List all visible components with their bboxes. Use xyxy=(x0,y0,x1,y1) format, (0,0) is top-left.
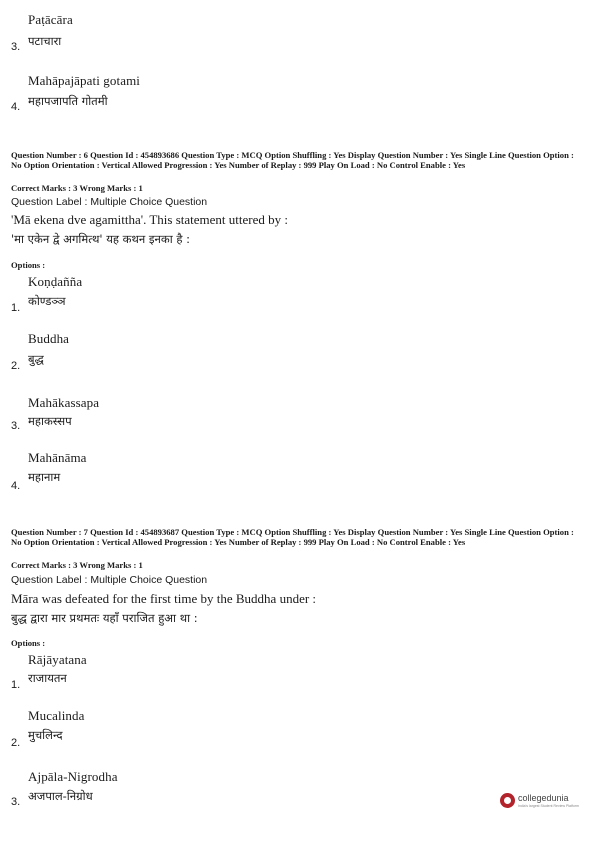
option-text-en: Ajpāla-Nigrodha xyxy=(28,769,118,784)
q6-marks: Correct Marks : 3 Wrong Marks : 1 xyxy=(11,183,143,193)
option-text-en: Buddha xyxy=(28,331,70,346)
q7-option-3[interactable] xyxy=(0,768,560,818)
option-text-hi: महापजापति गोतमी xyxy=(28,94,108,108)
q7-option-2[interactable] xyxy=(0,707,560,757)
logo-tagline: India's largest Student Review Platform xyxy=(518,804,579,808)
graduation-cap-icon xyxy=(500,793,515,808)
q6-metadata: Question Number : 6 Question Id : 454893686 Question Type : MCQ Option Shuffling : Yes Display Question Number : Yes Single Line Question Option : No Option Orientation : Vertical Allowed Progression : Yes Number of Replay : 999 Play On Load : No Control Enable : Yes xyxy=(11,150,574,170)
q6-question-label: Question Label : Multiple Choice Question xyxy=(11,196,208,208)
option-text-hi: राजायतन xyxy=(28,671,67,685)
q7-question-text-hi: बुद्ध द्वारा मार प्रथमतः यहाँ पराजित हुआ था : xyxy=(11,611,198,625)
option-number: 3. xyxy=(11,796,21,808)
q6-option-3[interactable] xyxy=(0,394,560,444)
option-text-hi: महानाम xyxy=(28,470,61,484)
option-text-en: Paṭācāra xyxy=(28,12,73,27)
option-number: 2. xyxy=(11,737,21,749)
q6-options-heading: Options : xyxy=(11,260,46,270)
option-text-en: Koṇḍañña xyxy=(28,274,83,289)
option-text-en: Mahākassapa xyxy=(28,395,100,410)
prev-option-4[interactable] xyxy=(0,72,560,122)
option-text-hi: कोण्डञ्ञ xyxy=(28,294,66,308)
q7-metadata: Question Number : 7 Question Id : 454893687 Question Type : MCQ Option Shuffling : Yes Display Question Number : Yes Single Line Question Option : No Option Orientation : Vertical Allowed Progression : Yes Number of Replay : 999 Play On Load : No Control Enable : Yes xyxy=(11,527,574,547)
option-text-en: Mahānāma xyxy=(28,450,87,465)
q6-option-2[interactable] xyxy=(0,330,560,380)
option-number: 4. xyxy=(11,101,21,113)
option-number: 1. xyxy=(11,302,21,314)
collegedunia-logo xyxy=(500,791,580,813)
option-text-en: Mucalinda xyxy=(28,708,85,723)
q6-question-text-en: 'Mā ekena dve agamittha'. This statement uttered by : xyxy=(11,212,288,227)
q7-option-1[interactable] xyxy=(0,651,560,701)
q6-question-text-hi: 'मा एकेन द्वे अगमित्थ' यह कथन इनका है : xyxy=(11,232,191,246)
logo-name: collegedunia xyxy=(518,793,569,803)
option-text-hi: महाकस्सप xyxy=(28,414,72,428)
q7-options-heading: Options : xyxy=(11,638,46,648)
q6-option-1[interactable] xyxy=(0,272,560,322)
q7-question-label: Question Label : Multiple Choice Question xyxy=(11,574,208,586)
q7-marks: Correct Marks : 3 Wrong Marks : 1 xyxy=(11,560,143,570)
option-text-hi: बुद्ध xyxy=(28,352,44,366)
option-number: 2. xyxy=(11,360,21,372)
q7-question-text-en: Māra was defeated for the first time by the Buddha under : xyxy=(11,591,317,606)
prev-option-3[interactable] xyxy=(0,10,560,60)
option-text-en: Rājāyatana xyxy=(28,652,87,667)
option-number: 1. xyxy=(11,679,21,691)
option-text-hi: मुचलिन्द xyxy=(28,728,63,742)
option-number: 4. xyxy=(11,480,21,492)
option-text-hi: अजपाल-निग्रोध xyxy=(28,789,93,803)
option-text-en: Mahāpajāpati gotami xyxy=(28,73,140,88)
option-number: 3. xyxy=(11,420,21,432)
option-text-hi: पटाचारा xyxy=(28,34,62,48)
option-number: 3. xyxy=(11,41,21,53)
q6-option-4[interactable] xyxy=(0,450,560,500)
